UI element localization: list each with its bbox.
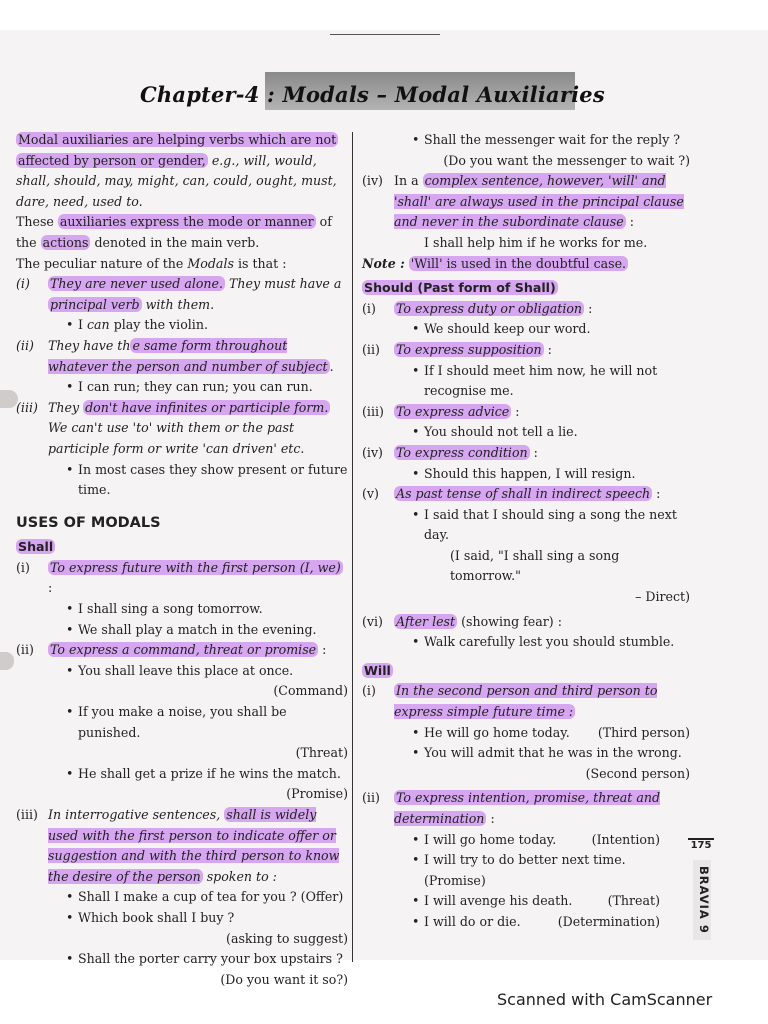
highlight: To express advice [396,403,510,419]
example-item: • You shall leave this place at once. [16,661,348,682]
example-item: • Shall the porter carry your box upstairs ? [16,949,348,970]
example-tag: (asking to suggest) [226,930,348,946]
shall-use-item: (i) To express future with the first person (I, we) : [16,559,341,596]
highlight: To express condition [396,444,528,460]
example-item: • I will try to do better next time. (Promise) [362,850,690,891]
example-item: • If you make a noise, you shall be punished. [16,702,348,743]
nature-item: (ii) They have th e same form throughout whatever the person and number of subject . [16,337,334,374]
intro-paragraph-3: The peculiar nature of the Modals is that : [16,255,287,271]
scanned-page [0,30,768,987]
example-item: • Shall I make a cup of tea for you ? (Offer) [16,887,348,908]
should-use-item: (ii) To express supposition : [362,341,552,357]
highlight: To express duty or obligation [396,300,583,316]
left-column [16,130,348,990]
shall-use-item: (iii) In interrogative sentences, shall is widely used with the first person to indicate offer or suggestion and with the third person to know the desire of the person spoken to : [16,807,340,884]
highlight: To express supposition [396,341,542,357]
example-tag: (Do you want the messenger to wait ?) [443,152,690,168]
highlight: Modal auxiliaries are helping verbs which are not [18,132,337,147]
example-item: • In most cases they show present or future time. [16,460,348,501]
highlight: shall is widely used with the first person to indicate offer or suggestion and with the third person to know the desire of the person [48,807,340,884]
highlight: actions [42,234,89,250]
top-rule [330,34,440,35]
highlight: To express future with the first person (I, we) [50,559,341,575]
example-item: • We should keep our word. [362,319,690,340]
example-tag: (Second person) [585,765,690,781]
highlight: principal verb [50,296,140,312]
example-tag: (Do you want it so?) [220,971,348,987]
chapter-title: Chapter-4 : Modals – Modal Auxiliaries [140,82,605,107]
note: Note : 'Will' is used in the doubtful case. [362,255,627,271]
will-heading: Will [364,662,391,678]
example-item: • I will go home today. (Intention) [362,830,690,851]
brand-label: BRAVIA 9 [693,860,711,940]
example-item: • You should not tell a lie. [362,422,690,443]
intro-paragraph-2: These auxiliaries express the mode or manner of the actions denoted in the main verb. [16,214,332,250]
example-tag: (Command) [273,683,348,699]
example-item: • We shall play a match in the evening. [16,620,348,641]
right-column [362,130,690,933]
highlight: After lest [396,613,456,629]
example-item: • He shall get a prize if he wins the match. [16,764,348,785]
highlight: They are never used alone. [50,276,223,292]
example-item: (I said, "I shall sing a song tomorrow." [450,547,620,584]
example-item: • Shall the messenger wait for the reply ? [362,130,690,151]
highlight: complex sentence, however, 'will' and 'shall' are always used in the principal clause and never in the subordinate clause [394,173,684,230]
nature-item: (iii) They don't have infinites or participle form. We can't use 'to' with them or the past participle form or write 'can driven' etc. [16,399,329,456]
example-item: • Which book shall I buy ? [16,908,348,929]
example-item: • I said that I should sing a song the next day. [362,505,690,546]
should-heading: Should (Past form of Shall) [364,280,556,296]
nature-item: (i) They are never used alone. They must have a principal verb with them. [16,276,342,312]
example-item: • I shall sing a song tomorrow. [16,599,348,620]
will-use-item: (ii) To express intention, promise, threat and determination : [362,790,661,826]
should-use-item: (iv) To express condition : [362,444,538,460]
shall-heading: Shall [18,539,54,555]
highlight: To express a command, threat or promise [50,642,317,658]
example-tag: – Direct) [635,589,690,605]
example-tag: (Promise) [286,786,348,802]
example-item: • Should this happen, I will resign. [362,464,690,485]
example-tag: (Threat) [295,745,348,761]
page-clip-mark [0,652,14,670]
highlight: don't have infinites or participle form. [85,399,329,415]
highlight: e same form throughout whatever the person and number of subject [48,337,328,374]
example-item: • I will do or die. (Determination) [362,912,690,933]
scanner-watermark: Scanned with CamScanner [497,990,713,1009]
highlight: In the second person and third person to express simple future time : [394,683,658,720]
uses-of-modals-heading: USES OF MODALS [16,514,161,531]
highlight: As past tense of shall in indirect speech [396,486,651,502]
example-item: • I will avenge his death. (Threat) [362,891,690,912]
highlight: affected by person or gender, [18,152,206,168]
shall-use-item: (iv) In a complex sentence, however, 'will' and 'shall' are always used in the principal clause and never in the subordinate clause : [362,173,684,230]
page-badge [688,838,714,958]
example-item: • I can run; they can run; you can run. [16,377,348,398]
column-divider [352,132,353,962]
should-use-item: (i) To express duty or obligation : [362,300,593,316]
example-item: I shall help him if he works for me. [424,234,648,250]
example-item: • He will go home today. (Third person) [362,723,690,744]
example-item: • You will admit that he was in the wrong. [362,743,690,764]
example-item: • If I should meet him now, he will not recognise me. [362,361,690,402]
should-use-item: (iii) To express advice : [362,403,520,419]
intro-paragraph-1: Modal auxiliaries are helping verbs which are not affected by person or gender, e.g., will, would, shall, should, may, might, can, could, ought, must, dare, need, used to. [16,132,337,209]
should-use-item: (v) As past tense of shall in indirect speech : [362,486,661,502]
shall-use-item: (ii) To express a command, threat or promise : [16,642,327,658]
will-use-item: (i) In the second person and third person to express simple future time : [362,683,658,720]
page-number: 175 [688,838,714,854]
highlight: auxiliaries express the mode or manner [59,214,314,230]
example-item: • I can play the violin. [16,315,348,336]
highlight: To express intention, promise, threat and determination [394,790,661,826]
example-item: • Walk carefully lest you should stumble. [362,632,690,653]
highlight: 'Will' is used in the doubtful case. [410,255,627,271]
should-use-item: (vi) After lest (showing fear) : [362,613,562,629]
